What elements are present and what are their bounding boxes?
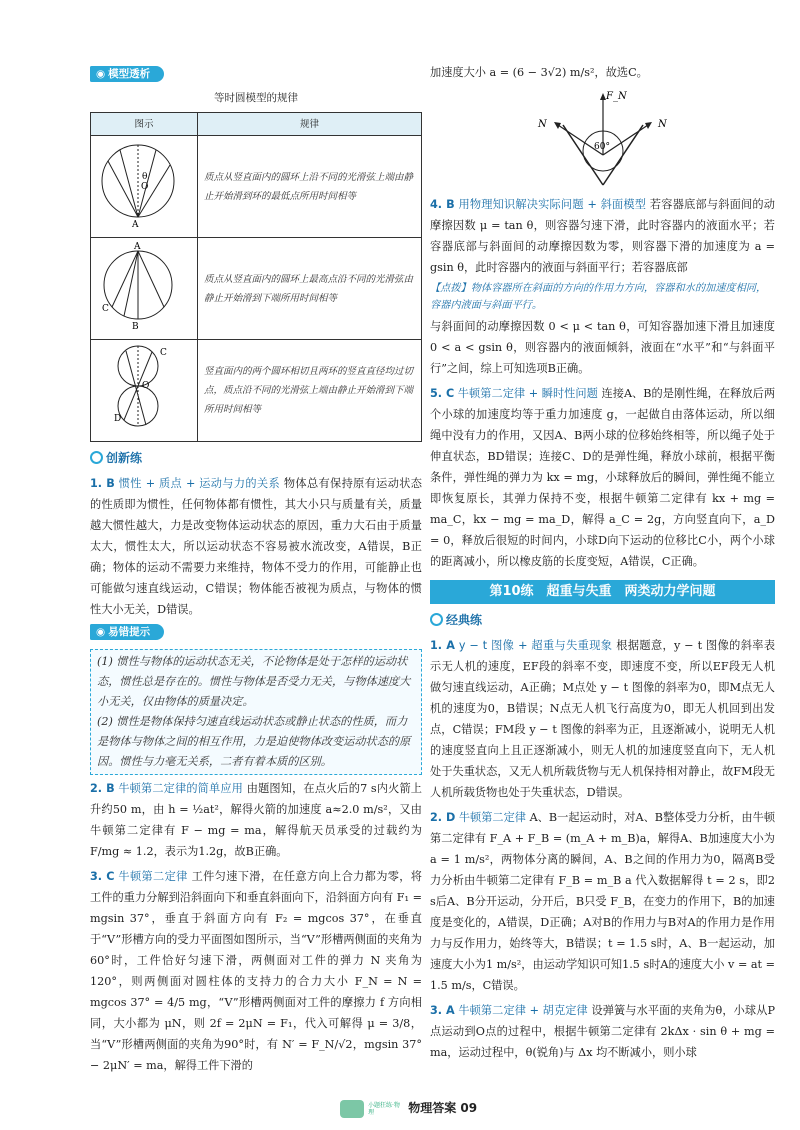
table-title: 等时圆模型的规律 <box>214 92 298 104</box>
rule-cell: 竖直面内的两个圆环相切且两环的竖直直径均过切点，质点沿不同的光滑弦上端由静止开始滑到下端所用时间相等 <box>198 340 422 442</box>
answer-r3: 3. A 牛顿第二定律 + 胡克定律 设弹簧与水平面的夹角为θ，小球从P点运动到O点的过程中，根据牛顿第二定律有 2kΔx · sin θ + mg = ma，运动过程中，θ(锐角)与 Δx 均不断减小，则小球 <box>430 1004 776 1059</box>
brand-small-text: 小题狂练·物理 <box>368 1101 400 1116</box>
answer-r2: 2. D 牛顿第二定律 A、B一起运动时，对A、B整体受力分析，由牛顿第二定律有 F_A + F_B = (m_A + m_B)a，解得A、B加速度大小为 a = 1 m/s²，两物体分离的瞬间，A、B之间的作用力为0，隔离B受力分析由牛顿第二定律有 F_B = m_B a 代入数据解得 t = 2 s，即2 s后A、B分开运动，分开后，B只受 F_B，在变力的作用下，B的加速度是变化的，A错误，D正确；A对B的作用力与B对A的作用力是作用力与反作用力，始终等大，B错误；t = 1.5 s时，A、B一起运动，加速度大小为1 m/s²，由运动学知识可知1.5 s时A的速度大小 v = at = 1.5 m/s，C错误。 <box>430 811 776 992</box>
model-table <box>90 112 422 442</box>
label-fn: F_N <box>605 91 627 102</box>
circle-figure-1 <box>92 137 190 229</box>
figure-cell <box>91 238 198 340</box>
table-row <box>91 238 422 340</box>
answer-4-continued: 与斜面间的动摩擦因数 0 < μ < tan θ，可知容器加速下滑且加速度 0 < a < gsin θ，则容器内的液面倾斜，液面在“水平”和“与斜面平行”之间，综上可知选项B正确。 <box>430 320 775 375</box>
left-column <box>90 62 422 1076</box>
rule-cell: 质点从竖直面内的圆环上最高点沿不同的光滑弦由静止开始滑到下端所用时间相等 <box>198 238 422 340</box>
tip-2: (2) 惯性是物体保持匀速直线运动状态或静止状态的性质，而力是物体与物体之间的相互作用，力是迫使物体改变运动状态的原因。惯性与力毫无关系，二者有着本质的区别。 <box>97 715 411 768</box>
answer-3: 3. C 牛顿第二定律 工件匀速下滑，在任意方向上合力都为零，将工件的重力分解到沿斜面向下和垂直斜面向下，沿斜面方向有 F₁ = mgsin 37°，垂直于斜面方向有 F₂ = mgcos 37°，在垂直于“V”形槽方向的受力平面图如图所示，当“V”形槽两侧面的夹角为60°时，工件恰好匀速下滑，两侧面对工件的弹力 N 夹角为120°，则两侧面对圆柱体的支持力的合力大小 F_N = N = mgcos 37° = 4/5 mg，“V”形槽两侧面对工件的摩擦力 f 方向相同，大小都为 μN，则 2f = 2μN = F₁，代入可解得 μ = 3/8，当“V”形槽两侧面的夹角为90°时，有 N′ = F_N/√2，mgsin 37° − 2μN′ = ma，解得工件下滑的 <box>90 870 422 1072</box>
error-tips-tag: ◉ 易错提示 <box>90 624 164 640</box>
label-n-left: N <box>537 119 547 130</box>
brand-logo-icon <box>340 1100 364 1118</box>
label-a: A <box>134 242 141 252</box>
force-diagram <box>528 85 678 190</box>
circle-figure-3 <box>92 341 190 433</box>
section-banner: 第10练 超重与失重 两类动力学问题 <box>430 580 775 604</box>
footer-label: 物理答案 <box>408 1101 457 1115</box>
label-c: C <box>160 348 167 358</box>
label-theta: θ <box>142 172 148 182</box>
table-row <box>91 340 422 442</box>
label-angle: 60° <box>593 142 610 152</box>
page-footer <box>340 1098 520 1119</box>
answer-1: 1. B 惯性 + 质点 + 运动与力的关系 物体总有保持原有运动状态的性质即为惯性，任何物体都有惯性，其大小只与质量有关，质量越大惯性越大，力是改变物体运动状态的原因，重力大石由于质量太大，惯性太大，所以运动状态不容易被水流改变，A错误，B正确；物体的运动不需要力来维持，物体不受力的作用，可能静止也可能做匀速直线运动，C错误；物体能否被视为质点，与物体的惯性大小无关，D错误。 <box>90 477 422 616</box>
label-o: O <box>141 182 149 192</box>
label-n-right: N <box>657 119 667 130</box>
circle-icon <box>430 613 443 626</box>
classic-section-title: 经典练 <box>430 610 775 631</box>
circle-figure-2 <box>92 239 190 331</box>
label-b: B <box>132 322 139 331</box>
label-c: C <box>102 304 109 314</box>
page-number: 09 <box>460 1101 478 1115</box>
right-column <box>430 62 775 1063</box>
answer-2: 2. B 牛顿第二定律的简单应用 由题图知，在点火后的7 s内火箭上升约50 m，由 h = ½at²，解得火箭的加速度 a≈2.0 m/s²，又由牛顿第二定律有 F − mg = ma，解得航天员承受的过载约为 F/mg ≈ 1.2，表示为1.2g，故B正确。 <box>90 782 422 858</box>
answer-5: 5. C 牛顿第二定律 + 瞬时性问题 连接A、B的是刚性绳，在释放后两个小球的加速度均等于重力加速度 g，一起做自由落体运动，所以细绳中没有力的作用，又因A、B两小球的位移始终相等，所以绳子处于伸直状态，BD错误；连接C、D的是弹性绳，释放小球前，根据平衡条件，弹性绳的弹力为 kx = mg，小球释放后的瞬间，弹性绳不能立即恢复原长，其弹力保持不变，根据牛顿第二定律有 kx + mg = ma_C，kx − mg = ma_D，解得 a_C = 2g，方向竖直向下，a_D = 0，释放后很短的时间内，小球D向下运动的位移比C小，两个小球的距离减小，所以橡皮筋的长度变短，A错误，C正确。 <box>430 387 776 568</box>
handwritten-note: 【点拨】物体容器所在斜面的方向的作用力方向，容器和水的加速度相同，容器内液面与斜面平行。 <box>430 283 767 311</box>
innovation-section-title: 创新练 <box>90 448 422 469</box>
label-o: O <box>142 381 150 391</box>
answer-3-continued: 加速度大小 a = (6 − 3√2) m/s²，故选C。 <box>430 66 648 79</box>
label-a: A <box>132 220 139 229</box>
table-row <box>91 136 422 238</box>
tip-1: (1) 惯性与物体的运动状态无关，不论物体是处于怎样的运动状态，惯性总是存在的。惯性与物体是否受力无关，与物体速度大小无关，仅由物体的质量决定。 <box>97 655 411 708</box>
answer-4: 4. B 用物理知识解决实际问题 + 斜面模型 若容器底部与斜面间的动摩擦因数 μ = tan θ，则容器匀速下滑，此时容器内的液面水平；若容器底部与斜面间的动摩擦因数为零，则容器下滑的加速度为 a = gsin θ，此时容器内的液面与斜面平行；若容器底部 <box>430 198 775 274</box>
model-analysis-tag: ◉ 模型透析 <box>90 66 164 82</box>
col-figure-header: 图示 <box>91 113 198 136</box>
answer-r1: 1. A y − t 图像 + 超重与失重现象 根据题意，y − t 图像的斜率表示无人机的速度，EF段的斜率不变，即速度不变，所以EF段无人机做匀速直线运动，A正确；M点处 y − t 图像的斜率为0，即M点无人机的速度为0，B错误；N点无人机飞行高度为0，即无人机回到出发点，C错误；FM段 y − t 图像的斜率为正，且逐渐减小，说明无人机的速度竖直向上且正逐渐减小，则无人机的加速度竖直向下，无人机处于失重状态，又无人机所载货物与无人机保持相对静止，故FM段无人机所载货物也处于失重状态，D错误。 <box>430 639 776 799</box>
rule-cell: 质点从竖直面内的圆环上沿不同的光滑弦上端由静止开始滑到环的最低点所用时间相等 <box>198 136 422 238</box>
col-rule-header: 规律 <box>198 113 422 136</box>
label-d: D <box>114 414 122 424</box>
figure-cell <box>91 136 198 238</box>
figure-cell <box>91 340 198 442</box>
tips-box <box>90 649 422 775</box>
circle-icon <box>90 451 103 464</box>
